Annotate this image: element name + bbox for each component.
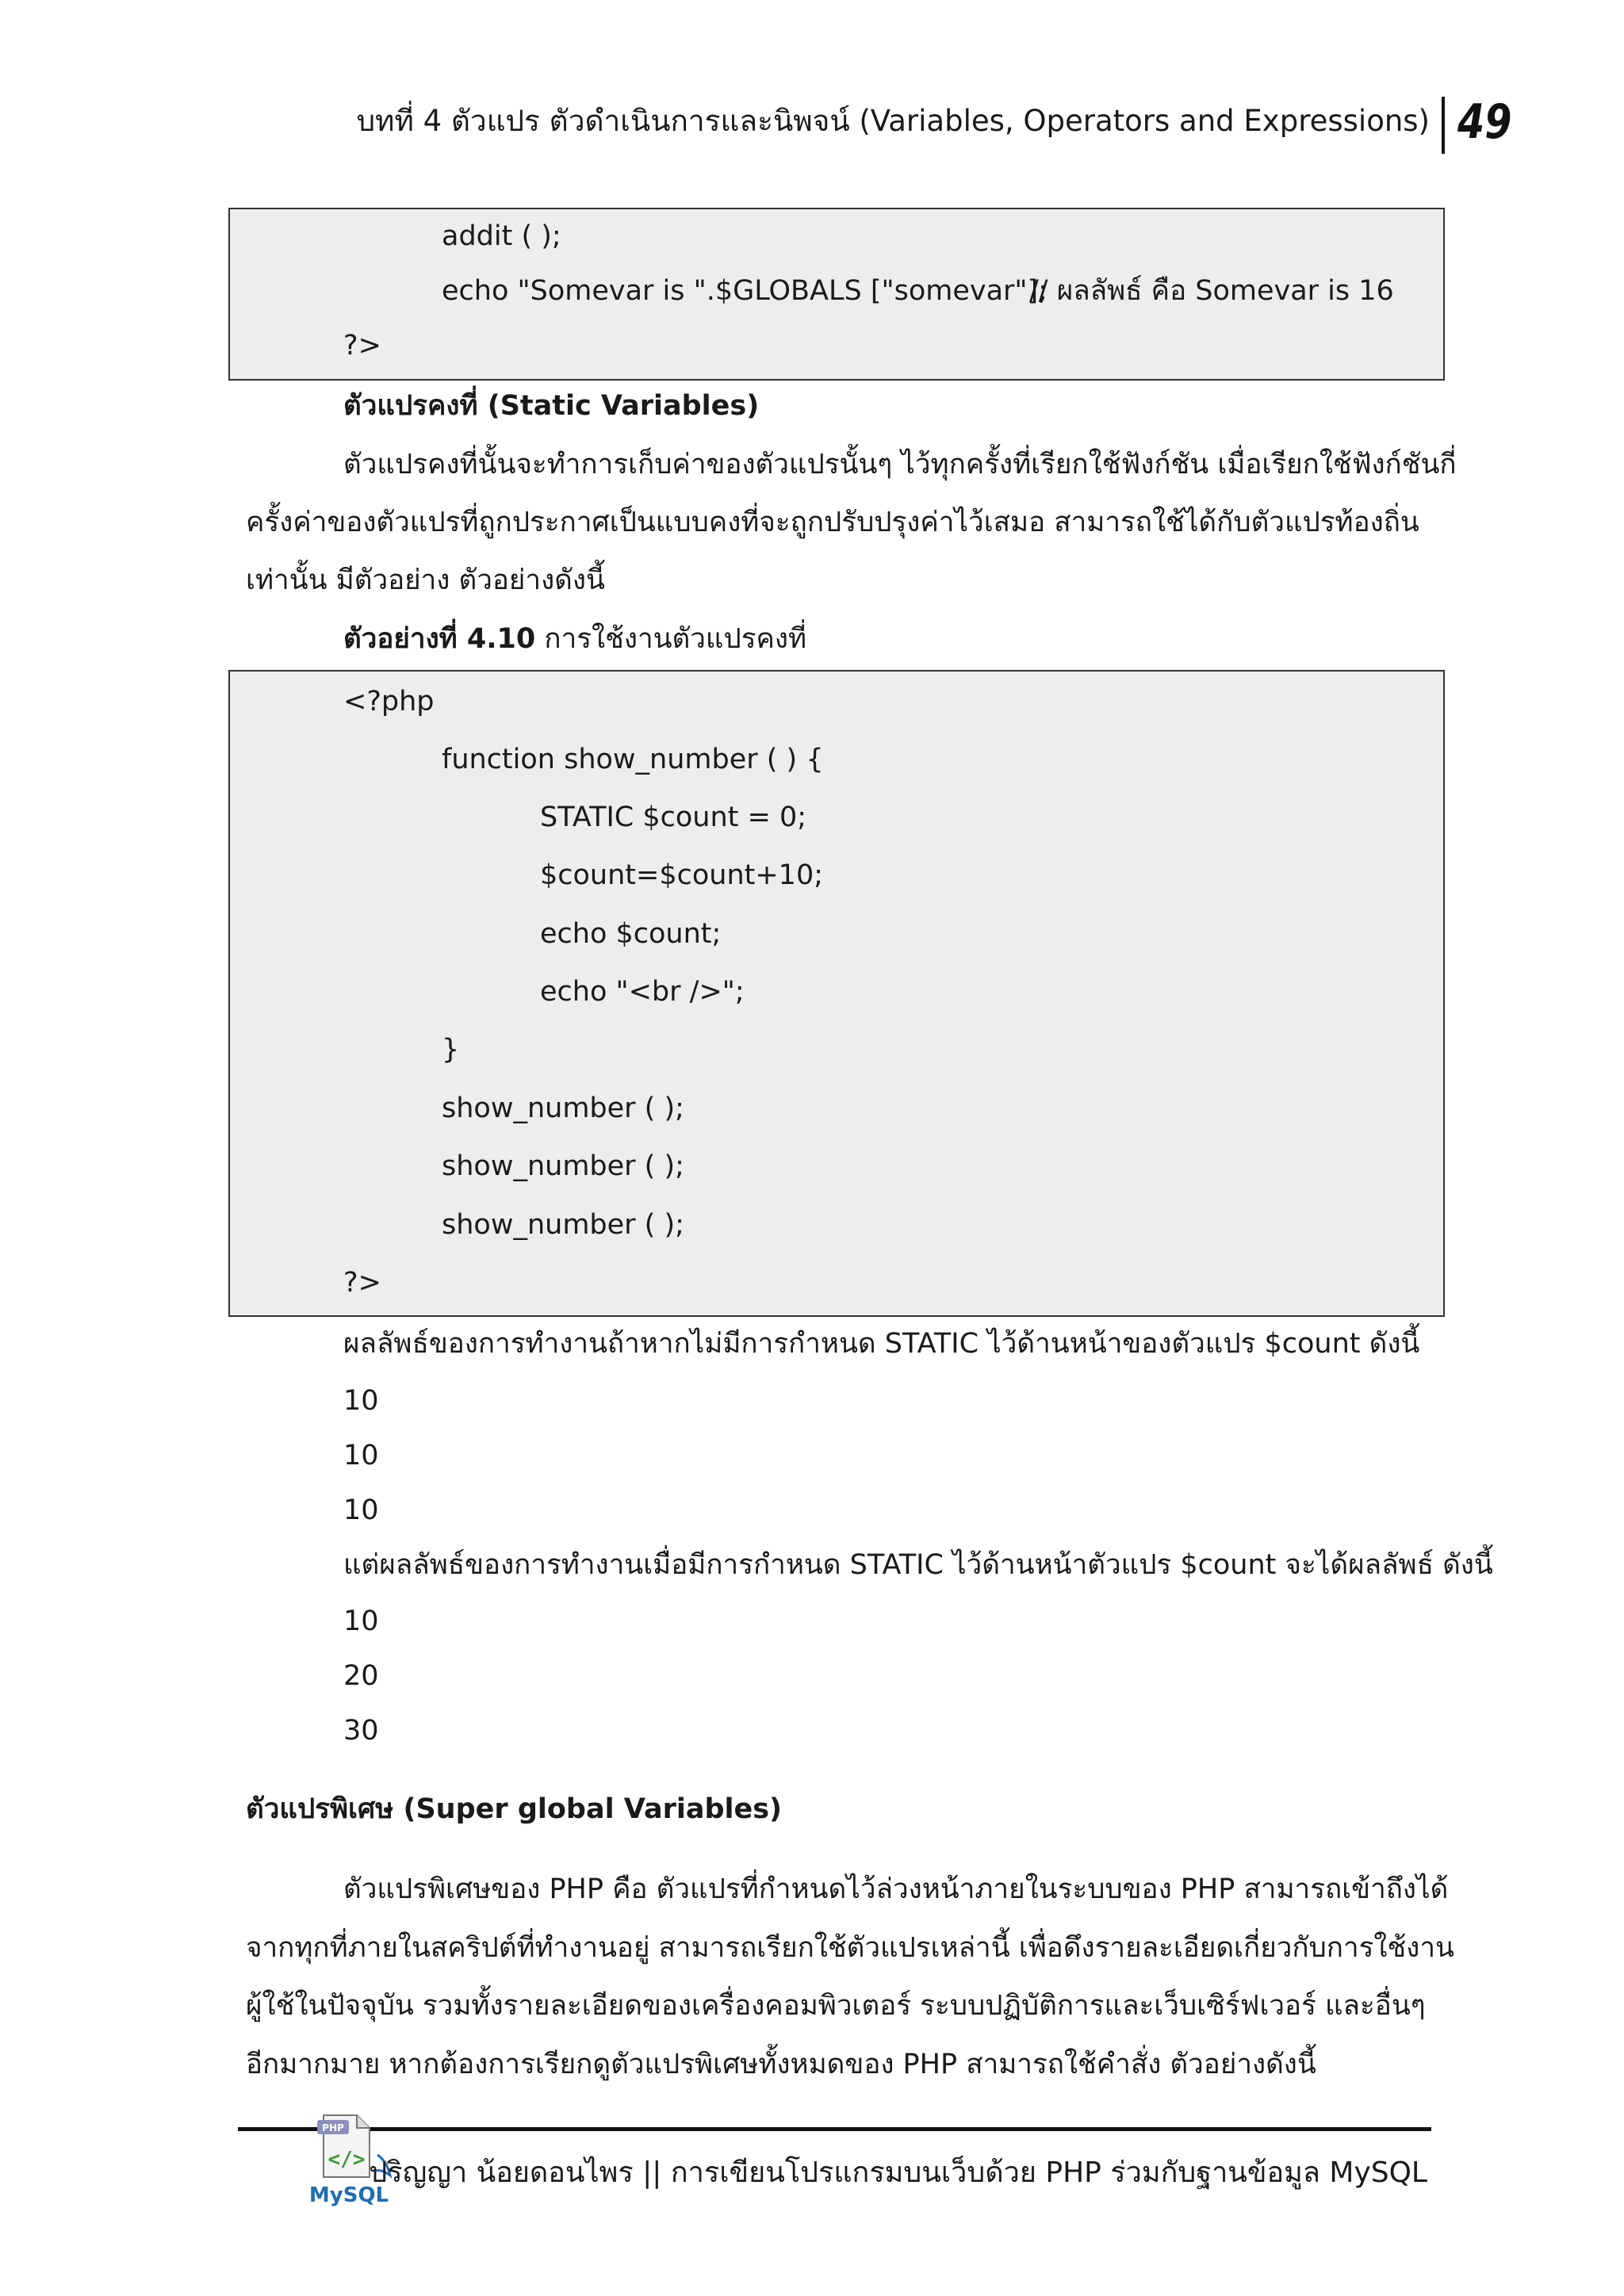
code-line: }: [442, 1034, 460, 1066]
code-line: echo "<br />";: [540, 976, 745, 1008]
code-box-static: [228, 670, 1445, 1317]
output-value: 10: [343, 1494, 379, 1526]
code-line: <?php: [343, 686, 435, 718]
result-with-static: แต่ผลลัพธ์ของการทำงานเมื่อมีการกำหนด STATIC ไว้ด้านหน้าตัวแปร $count จะได้ผลลัพธ์ ดังนี้: [343, 1549, 1493, 1581]
code-line: $count=$count+10;: [540, 859, 824, 891]
code-line: ?>: [343, 1267, 381, 1299]
code-line: echo "Somevar is ".$GLOBALS ["somevar"];: [442, 275, 1048, 307]
page-number: 49: [1457, 94, 1512, 150]
super-para-line: จากทุกที่ภายในสคริปต์ที่ทำงานอยู่ สามารถเรียกใช้ตัวแปรเหล่านี้ เพื่อดึงรายละเอียดเกี่ยวกับการใช้งาน: [246, 1932, 1454, 1964]
super-para-line: อีกมากมาย หากต้องการเรียกดูตัวแปรพิเศษทั้งหมดของ PHP สามารถใช้คำสั่ง ตัวอย่างดังนี้: [246, 2049, 1316, 2080]
footer-text: ปริญญา น้อยดอนไพร || การเขียนโปรแกรมบนเว็บด้วย PHP ร่วมกับฐานข้อมูล MySQL: [369, 2156, 1427, 2189]
static-para-line: เท่านั้น มีตัวอย่าง ตัวอย่างดังนี้: [246, 564, 605, 596]
example-caption: [343, 622, 806, 657]
code-line: ?>: [343, 330, 381, 362]
svg-text:PHP: PHP: [322, 2122, 344, 2133]
code-line: show_number ( );: [442, 1150, 684, 1182]
super-para-line: ตัวแปรพิเศษของ PHP คือ ตัวแปรที่กำหนดไว้ล่วงหน้าภายในระบบของ PHP สามารถเข้าถึงได้: [343, 1873, 1449, 1905]
code-line: STATIC $count = 0;: [540, 802, 807, 833]
header-divider: [1442, 97, 1445, 154]
output-value: 10: [343, 1385, 379, 1417]
code-line: show_number ( );: [442, 1093, 684, 1124]
result-without-static: ผลลัพธ์ของการทำงานถ้าหากไม่มีการกำหนด STATIC ไว้ด้านหน้าของตัวแปร $count ดังนี้: [343, 1328, 1420, 1360]
static-para-line: ครั้งค่าของตัวแปรที่ถูกประกาศเป็นแบบคงที่จะถูกปรับปรุงค่าไว้เสมอ สามารถใช้ได้กับตัวแปรท้องถิ่น: [246, 507, 1419, 538]
chapter-title: บทที่ 4 ตัวแปร ตัวดำเนินการและนิพจน์ (Variables, Operators and Expressions): [356, 104, 1430, 138]
code-line: show_number ( );: [442, 1209, 684, 1241]
super-para-line: ผู้ใช้ในปัจจุบัน รวมทั้งรายละเอียดของเครื่องคอมพิวเตอร์ ระบบปฏิบัติการและเว็บเซิร์ฟเวอร์ และอื่นๆ: [246, 1990, 1426, 2022]
code-line: addit ( );: [442, 220, 561, 252]
output-value: 10: [343, 1605, 379, 1637]
example-label: ตัวอย่างที่ 4.10: [343, 623, 536, 655]
svg-text:MySQL: MySQL: [311, 2183, 389, 2207]
code-comment: // ผลลัพธ์ คือ Somevar is 16: [1029, 275, 1394, 307]
output-value: 20: [343, 1660, 379, 1692]
code-line: function show_number ( ) {: [442, 744, 824, 775]
code-line: echo $count;: [540, 918, 722, 950]
output-value: 10: [343, 1440, 379, 1471]
super-heading: ตัวแปรพิเศษ (Super global Variables): [246, 1793, 783, 1825]
static-para-line: ตัวแปรคงที่นั้นจะทำการเก็บค่าของตัวแปรนั้นๆ ไว้ทุกครั้งที่เรียกใช้ฟังก์ชัน เมื่อเรียกใช้ฟังก์ชันกี่: [343, 449, 1457, 480]
example-caption-text: การใช้งานตัวแปรคงที่: [535, 623, 807, 655]
static-heading: ตัวแปรคงที่ (Static Variables): [343, 390, 760, 422]
svg-text:</>: </>: [327, 2148, 366, 2172]
output-value: 30: [343, 1715, 379, 1747]
